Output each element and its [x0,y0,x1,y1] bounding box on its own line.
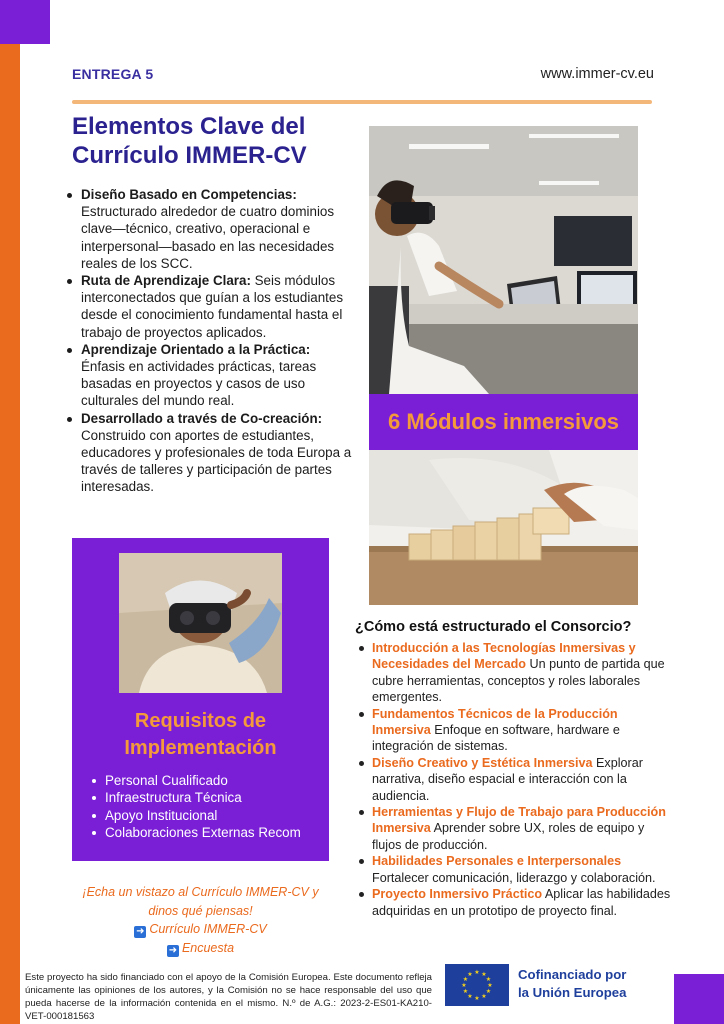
module-description: Explorar narrativa, diseño espacial e interacción con la audiencia. [372,755,643,803]
svg-text:★: ★ [474,969,480,976]
svg-text:★: ★ [474,995,480,1002]
eu-cofunded-label [518,966,626,1002]
cta-line-1: ¡Echa un vistazo al Currículo IMMER-CV y [82,885,319,899]
module-description: Fortalecer comunicación, liderazgo y colaboración. [372,870,656,885]
consortium-list [355,640,675,919]
module-name: Proyecto Inmersivo Práctico [372,887,543,902]
survey-link-text[interactable]: Encuesta [181,940,235,955]
corner-accent-top-left [0,0,50,44]
call-to-action [72,883,329,957]
list-item [355,853,675,886]
requirements-title: Requisitos de Implementación [124,710,277,759]
list-item-label: Aprendizaje Orientado a la Práctica: [81,341,311,357]
module-name: Fundamentos Técnicos de la Producción Inmersiva [372,706,618,738]
list-item: Personal Cualificado [90,772,325,789]
list-item [355,706,675,755]
survey-link[interactable] [72,939,329,958]
vr-office-photo [369,126,638,394]
list-item: Infraestructura Técnica [90,789,325,806]
cta-line-2: dinos qué piensas! [148,903,253,918]
wooden-blocks-photo [369,450,638,605]
list-item [64,186,354,272]
vr-headset-photo [119,553,282,693]
eu-stars-icon [445,964,509,1006]
list-item: Apoyo Institucional [90,807,325,824]
vr-headset-illustration [119,553,282,693]
module-name: Diseño Creativo y Estética Inmersiva [372,755,593,770]
list-item-label: Desarrollado a través de Co-creación: [81,410,323,426]
list-item [355,886,675,919]
website-link[interactable]: www.immer-cv.eu [540,66,654,82]
modules-banner [369,394,638,450]
list-item-label: Diseño Basado en Competencias: [81,187,297,202]
requirements-list [90,772,325,842]
list-item-label: Ruta de Aprendizaje Clara: [81,273,251,289]
requirements-panel [72,538,329,861]
page-title: Elementos Clave del Currículo IMMER-CV [72,113,307,169]
curriculum-link[interactable] [72,920,329,939]
svg-text:★: ★ [462,976,469,983]
svg-text:★: ★ [485,976,492,983]
modules-banner-text: 6 Módulos inmersivos [387,409,620,434]
module-description: Aprender sobre UX, roles de equipo y flujos de producción. [372,821,645,852]
svg-text:★: ★ [481,993,487,1000]
header-divider [72,100,652,104]
left-accent-bar [0,44,20,1024]
list-item: Colaboraciones Externas Recom [90,824,325,841]
module-name: Introducción a las Tecnologías Inmersivas y Necesidades del Mercado [372,641,636,672]
list-item-text: Estructurado alrededor de cuatro dominios clave—técnico, creativo, operacional e interpersonal—basado en las necesidades reales de los SCC. [81,204,335,271]
svg-text:★: ★ [462,988,469,995]
eu-line-2: la Unión Europea [518,985,627,1000]
funding-disclaimer: Este proyecto ha sido financiado con el apoyo de la Comisión Europea. Este documento refleja únicamente las opiniones de los autores, y la Comisión no se hace responsable del uso que pueda hacerse de la información contenida en el mismo. N.º de A.G.: 2023-2-ES01-KA210-VET-000181563 [25,972,432,1022]
list-item [64,272,354,341]
svg-text:★: ★ [467,971,473,978]
svg-text:★: ★ [467,993,473,1000]
wooden-blocks-illustration [369,450,638,605]
module-description: Enfoque en software, hardware e integración de sistemas. [372,723,620,754]
list-item [355,755,675,804]
module-description: Un punto de partida que cubre herramientas, conceptos y roles laborales emergentes. [372,657,665,705]
key-elements-list [64,186,354,496]
svg-text:★: ★ [461,982,467,989]
list-item [64,410,354,496]
svg-text:★: ★ [481,971,487,978]
delivery-label: ENTREGA 5 [72,66,154,82]
module-description: Aplicar las habilidades adquiridas en un prototipo de proyecto final. [372,887,671,918]
vr-office-illustration [369,126,638,394]
module-name: Herramientas y Flujo de Trabajo para Producción Inmersiva [372,805,666,836]
list-item-text: Seis módulos interconectados que guían a los estudiantes desde el conocimiento fundamental hasta el trabajo de proyectos aplicados. [81,273,344,340]
eu-line-1: Cofinanciado por [518,967,627,982]
arrow-right-icon: ➜ [168,944,178,956]
eu-flag-icon [445,964,509,1006]
svg-text:★: ★ [485,988,492,995]
list-item-text: Énfasis en actividades prácticas, tareas basadas en proyectos y casos de uso culturales del mundo real. [81,359,317,409]
consortium-title: ¿Cómo está estructurado el Consorcio? [355,619,632,635]
svg-text:★: ★ [487,982,493,989]
arrow-right-icon: ➜ [136,926,145,937]
corner-accent-bottom-right [674,974,724,1024]
list-item-text: Construido con aportes de estudiantes, educadores y profesionales de toda Europa a través de talleres y participación de partes interesadas. [81,427,352,495]
curriculum-link-text[interactable]: Currículo IMMER-CV [149,922,267,936]
list-item [355,804,675,853]
list-item [355,640,675,706]
list-item [64,341,354,410]
module-name: Habilidades Personales e Interpersonales [372,854,622,869]
